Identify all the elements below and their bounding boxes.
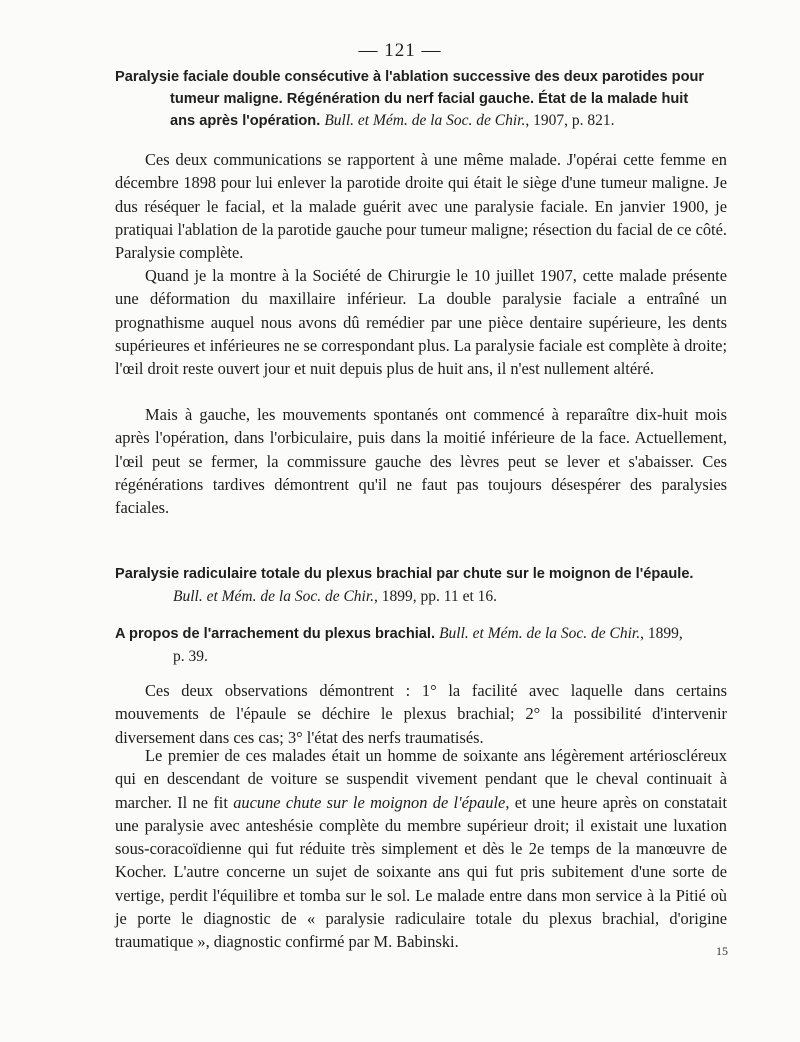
section2-heading-2-reference xyxy=(439,625,683,642)
section2-heading-2-ref-journal: Bull. et Mém. de la Soc. de Chir. xyxy=(439,625,641,642)
section2-heading-1-text: Paralysie radiculaire totale du plexus brachial par chute sur le moignon de l'épaule. xyxy=(115,566,694,582)
section1-paragraph-1: Ces deux communications se rapportent à une même malade. J'opérai cette femme en décembre 1898 pour lui enlever la parotide droite qui était le siège d'une tumeur maligne. Je dus réséquer le facial, et la malade guérit avec une paralysie faciale. En janvier 1900, je pratiquai l'ablation de la parotide gauche pour tumeur maligne; résection du facial de ce côté. Paralysie complète. xyxy=(115,150,727,263)
section2-paragraph-1: Ces deux observations démontrent : 1° la facilité avec laquelle dans certains mouvements de l'épaule se déchire le plexus brachial; 2° la possibilité d'intervenir diversement dans ces cas; 3° l'état des nerfs traumatisés. xyxy=(115,681,727,747)
section2-heading-1-ref-journal: Bull. et Mém. de la Soc. de Chir. xyxy=(173,587,375,605)
section1-ref-journal: Bull. et Mém. de la Soc. de Chir. xyxy=(324,112,526,129)
section2-heading-2-text: A propos de l'arrachement du plexus brachial. xyxy=(115,626,436,642)
section2-paragraph-2-before: Le premier de ces malades était un homme de soixante ans légèrement artérioscléreux qui en descendant de voiture se suspendit vivement pendant que le cheval continuait à marcher. Il ne fit xyxy=(115,746,727,812)
section2-heading-1-ref-rest: , 1899, pp. 11 et 16. xyxy=(374,587,498,605)
section2-heading-2-ref-rest: , 1899, xyxy=(640,625,683,642)
page-number: — 121 — xyxy=(358,40,442,61)
section1-heading xyxy=(115,67,727,133)
section1-ref-rest: , 1907, p. 821. xyxy=(525,112,615,129)
section1-heading-line3: ans après l'opération. xyxy=(170,113,321,129)
section2-paragraph-2-after: , et une heure après on constatait une paralysie avec anteshésie complète du membre supérieur droit; il existait une luxation sous-coracoïdienne qui fut réduite très simplement et dès le 2e temps de la manœuvre de Kocher. L'autre concerne un sujet de soixante ans qui fut pris subitement d'une sorte de vertige, perdit l'équilibre et tomba sur le sol. Le malade entre dans mon service à la Pitié où je porte le diagnostic de « paralysie radiculaire totale du plexus brachial, d'origine traumatique », diagnostic confirmé par M. Babinski. xyxy=(115,792,727,952)
section2-paragraph-2-italic: aucune chute sur le moignon de l'épaule xyxy=(233,792,506,812)
section2-heading-2 xyxy=(115,623,727,667)
section1-reference xyxy=(324,112,614,129)
section2-heading-1-reference xyxy=(115,586,727,608)
section1-paragraph-2: Quand je la montre à la Société de Chirurgie le 10 juillet 1907, cette malade présente une déformation du maxillaire inférieur. La double paralysie faciale a entraîné un prognathisme auquel nous avons dû remédier par une pièce dentaire supérieure, les dents supérieures et inférieures ne se correspondant plus. La paralysie faciale est complète à droite; l'œil droit reste ouvert jour et nuit depuis plus de huit ans, il n'est nullement altéré. xyxy=(115,266,727,379)
section1-heading-line2: tumeur maligne. Régénération du nerf facial gauche. État de la malade huit xyxy=(170,90,689,107)
signature-mark: 15 xyxy=(716,944,728,958)
section2-heading-2-ref-page: p. 39. xyxy=(173,647,208,665)
section1-paragraph-3: Mais à gauche, les mouvements spontanés ont commencé à reparaître dix-huit mois après l'opération, dans l'orbiculaire, puis dans la moitié inférieure de la face. Actuellement, l'œil peut se fermer, la commissure gauche des lèvres peut se lever et s'abaisser. Ces régénérations tardives démontrent qu'il ne faut pas toujours désespérer des paralysies faciales. xyxy=(115,405,727,518)
section2-paragraph-2 xyxy=(115,744,727,954)
section2-heading-1 xyxy=(115,564,727,607)
section1-heading-line1: Paralysie faciale double consécutive à l'ablation successive des deux parotides pour xyxy=(115,69,705,85)
